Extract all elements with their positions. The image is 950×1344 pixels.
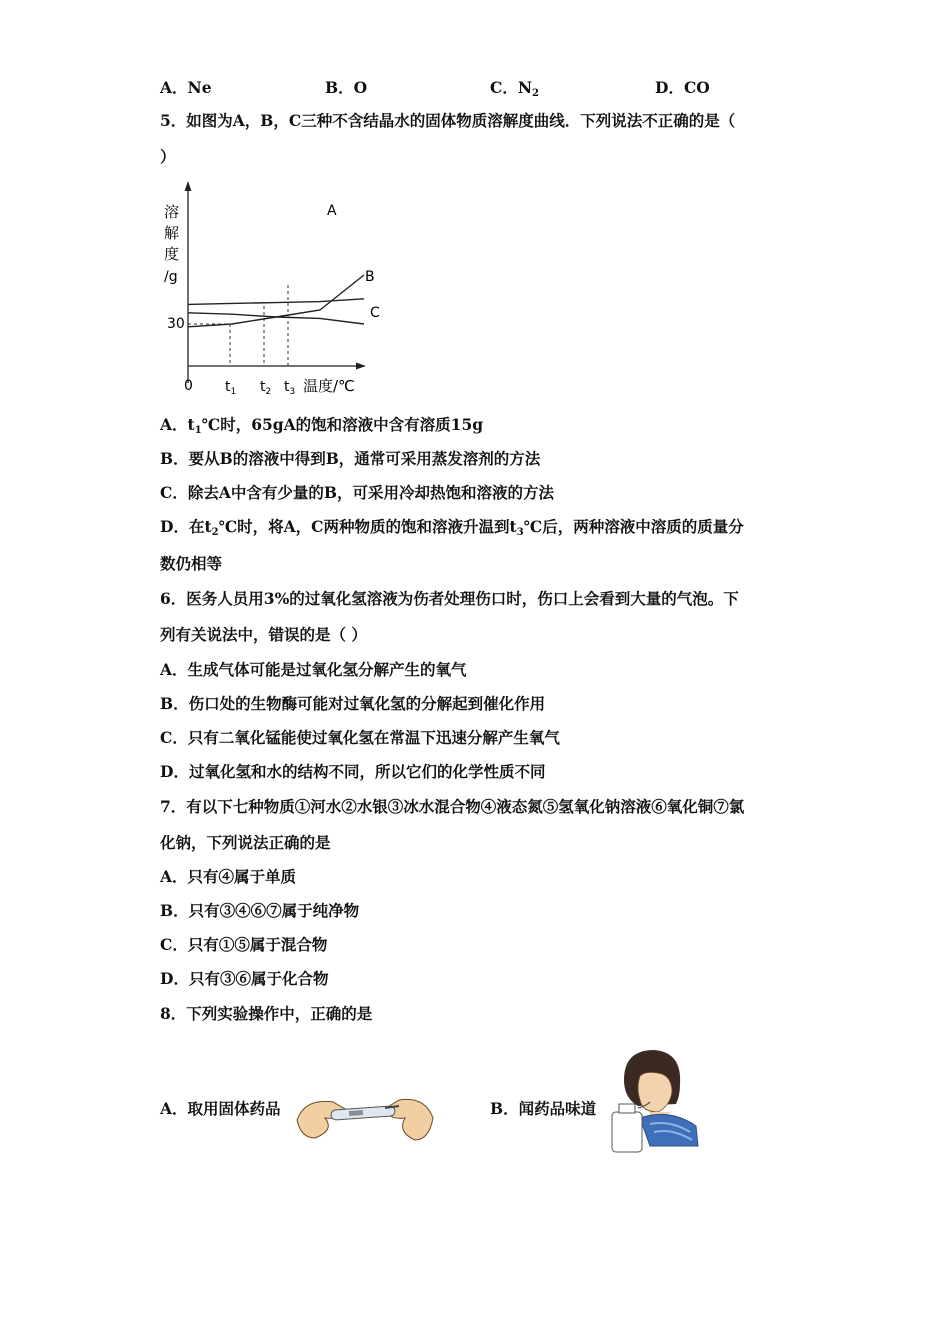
q8-stem: 8．下列实验操作中，正确的是 <box>160 1004 373 1023</box>
series-label-c: C <box>370 305 380 321</box>
q6-stem-line2: 列有关说法中，错误的是（ ） <box>160 625 367 644</box>
test-tube-hands-illustration <box>295 1090 435 1148</box>
q4-option-b: B．O <box>325 78 368 97</box>
q6-option-c: C．只有二氧化锰能使过氧化氢在常温下迅速分解产生氧气 <box>160 728 560 747</box>
q5-option-d: D．在$t_2℃$时，将A，C两种物质的饱和溶液升温到$t_3℃$后，两种溶液中溶质的质量分 <box>160 517 744 538</box>
q4-option-a: A．Ne <box>160 78 212 97</box>
q7-option-a: A．只有④属于单质 <box>160 867 297 886</box>
q4-option-c: C．$N_2$ <box>490 78 539 99</box>
q5-option-a: A．$t_1℃$时，65gA的饱和溶液中含有溶质15g <box>160 415 484 436</box>
q6-option-a: A．生成气体可能是过氧化氢分解产生的氧气 <box>160 660 467 679</box>
origin-label: 0 <box>184 378 193 394</box>
y-label-char: 解 <box>164 224 180 242</box>
q8-option-a: A．取用固体药品 <box>160 1099 281 1118</box>
q7-option-c: C．只有①⑤属于混合物 <box>160 935 328 954</box>
q4-option-d: D．CO <box>655 78 710 97</box>
curve-c <box>188 313 364 324</box>
solubility-chart <box>155 175 385 400</box>
series-label-b: B <box>365 269 375 285</box>
q5-option-d-cont: 数仍相等 <box>160 554 223 573</box>
q8-option-b: B．闻药品味道 <box>490 1099 597 1118</box>
q7-stem-line2: 化钠，下列说法正确的是 <box>160 833 331 852</box>
q6-option-d: D．过氧化氢和水的结构不同，所以它们的化学性质不同 <box>160 762 546 781</box>
q7-option-d: D．只有③⑥属于化合物 <box>160 969 329 988</box>
smelling-bottle-illustration <box>610 1046 700 1154</box>
q5-option-b: B．要从B的溶液中得到B，通常可采用蒸发溶剂的方法 <box>160 449 541 468</box>
curve-b <box>188 299 364 305</box>
q5-stem-line1: 5．如图为A，B，C三种不含结晶水的固体物质溶解度曲线．下列说法不正确的是（ <box>160 111 736 130</box>
q6-option-b: B．伤口处的生物酶可能对过氧化氢的分解起到催化作用 <box>160 694 546 713</box>
q5-stem-line2: ） <box>160 147 176 166</box>
y-tick-label: 30 <box>167 316 185 332</box>
q7-stem-line1: 7．有以下七种物质①河水②水银③冰水混合物④液态氮⑤氢氧化钠溶液⑥氧化铜⑦氯 <box>160 797 745 816</box>
y-axis-arrow <box>185 181 192 191</box>
x-axis-label: 温度/℃ <box>303 377 355 395</box>
q6-stem-line1: 6．医务人员用3%的过氧化氢溶液为伤者处理伤口时，伤口上会看到大量的气泡。下 <box>160 589 739 608</box>
x-axis-arrow <box>356 363 366 370</box>
y-label-char: /g <box>164 269 178 285</box>
y-label-char: 度 <box>164 245 180 263</box>
x-tick-t2: $t_2$ <box>260 379 272 397</box>
x-tick-t3: $t_3$ <box>284 379 296 397</box>
q5-option-c: C．除去A中含有少量的B，可采用冷却热饱和溶液的方法 <box>160 483 554 502</box>
y-label-char: 溶 <box>164 203 180 221</box>
series-label-a: A <box>327 203 337 219</box>
q7-option-b: B．只有③④⑥⑦属于纯净物 <box>160 901 360 920</box>
x-tick-t1: $t_1$ <box>225 379 237 397</box>
